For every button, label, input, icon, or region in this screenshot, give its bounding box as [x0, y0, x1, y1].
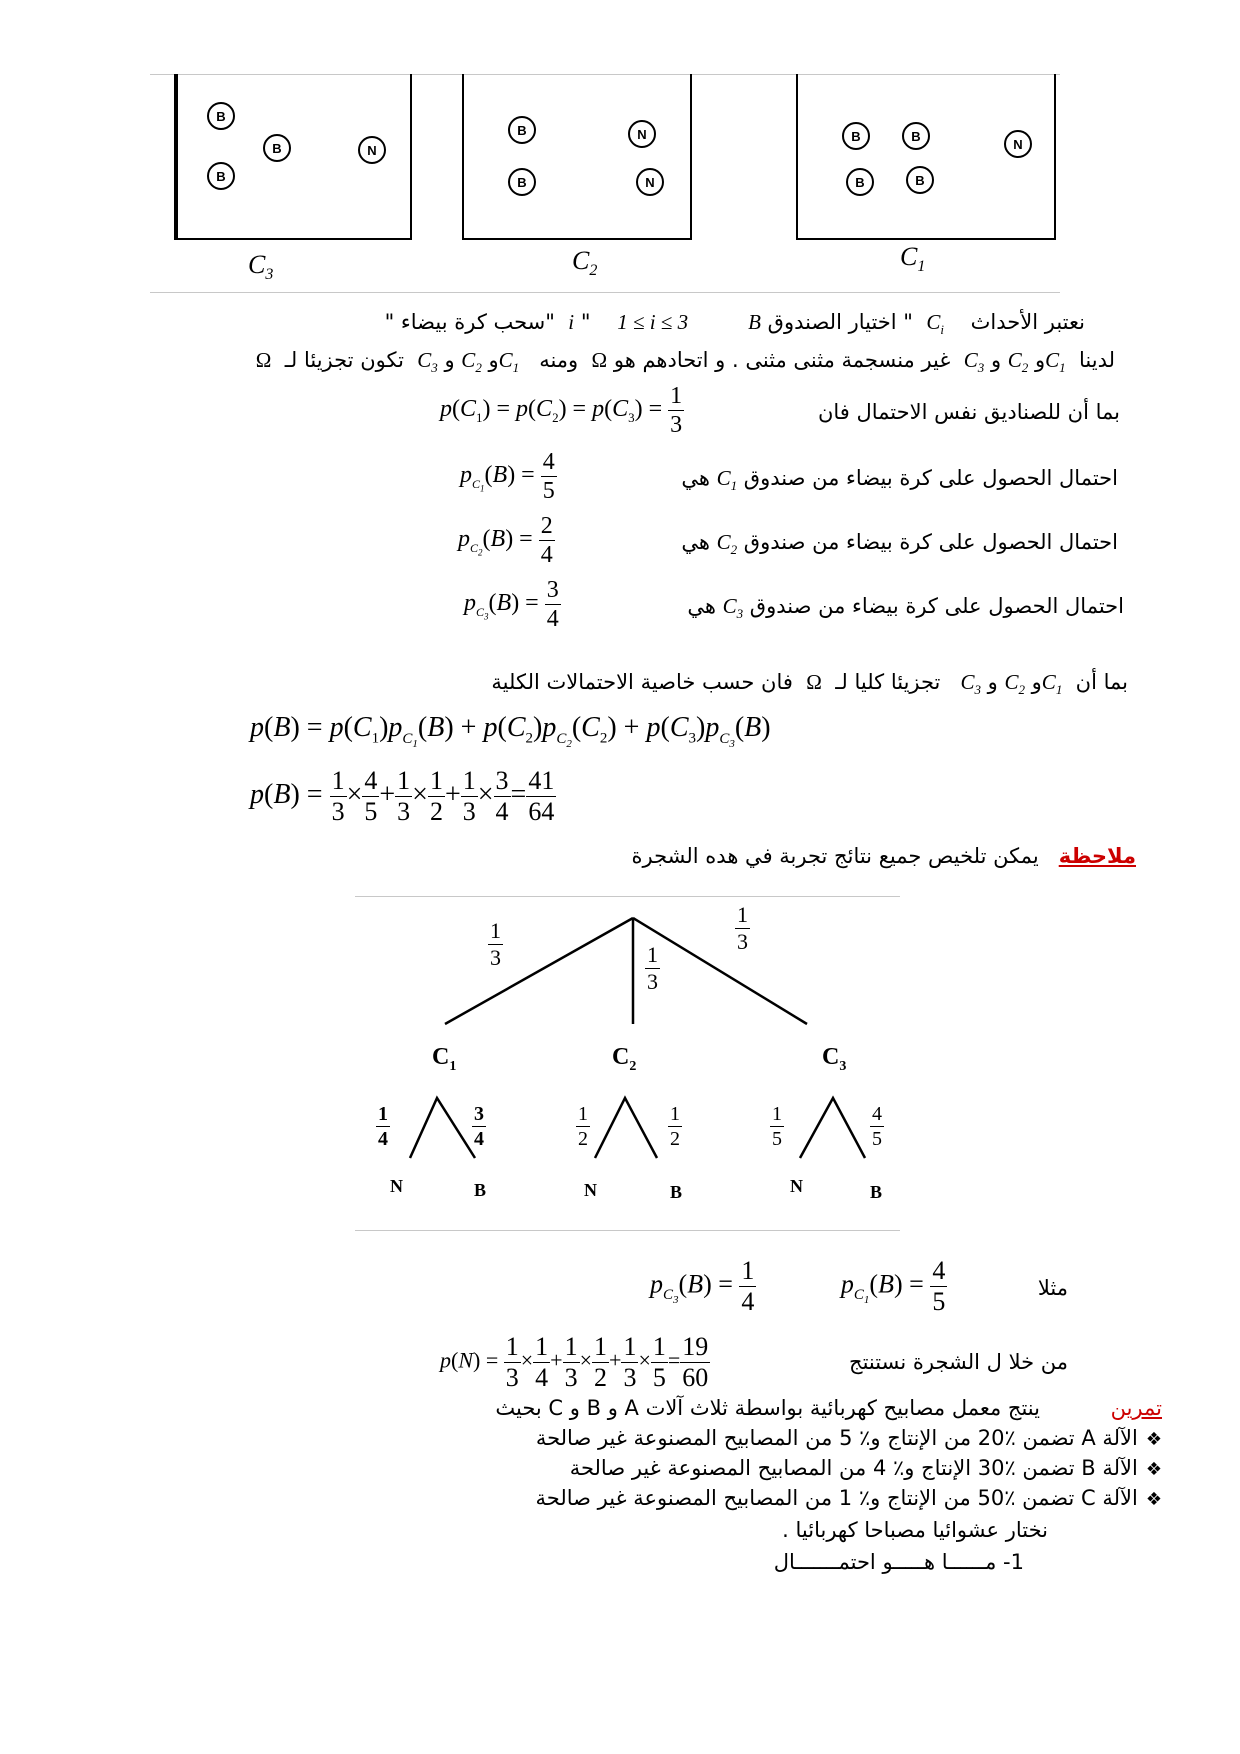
question-1: 1- مــــــا هـــــو احتمـــــــال	[773, 1550, 1024, 1574]
tree-frac-top-2: $\frac{1}{3}$	[647, 942, 658, 994]
tree-leaf-b: B	[474, 1180, 487, 1200]
tree-frac-top-3: $\frac{1}{3}$	[737, 902, 748, 954]
prob-c3-text: احتمال الحصول على كرة بيضاء من صندوق $C_3$ هي	[687, 594, 1124, 622]
bullet-icon: ❖	[1145, 1489, 1162, 1510]
total-prob-text: بما أن $C_1و$ $C_2$ و $C_3$ تجزيئا كليا لـ Ω فان حسب خاصية الاحتمالات الكلية	[491, 670, 1128, 698]
example-word: مثلا	[1037, 1276, 1068, 1300]
total-prob-result: p(B) = $\frac{1}{3}$ × $\frac{4}{5}$ + $\frac{1}{3}$ × $\frac{1}{2}$ + $\frac{1}{3}$ × $\frac{3}{4}$ = $\frac{41}{64}$	[250, 766, 555, 826]
ball-white: B	[906, 166, 934, 194]
tree-leaf-frac: $\frac{1}{2}$	[578, 1103, 588, 1150]
box-c2	[462, 74, 692, 240]
tree-node-c3: $C_3$	[822, 1044, 847, 1074]
tree-leaf-frac: $\frac{1}{2}$	[670, 1103, 680, 1150]
ball-black: N	[358, 136, 386, 164]
choose-text: نختار عشوائيا مصباحا كهربائيا .	[782, 1518, 1048, 1542]
exercise-intro: ينتج معمل مصابيح كهربائية بواسطة ثلاث آلات A و B و C بحيث	[495, 1396, 1040, 1420]
prob-c1-formula: $p_{C_1}(B)$ = $\frac{4}{5}$	[460, 449, 555, 504]
prob-c1-text: احتمال الحصول على كرة بيضاء من صندوق $C_1$ هي	[681, 466, 1118, 494]
ball-white: B	[842, 122, 870, 150]
tree-leaf-n: N	[390, 1176, 403, 1196]
prob-c2-formula: $p_{C_2}(B)$ = $\frac{2}{4}$	[458, 513, 553, 568]
tree-frac-top-1: $\frac{1}{3}$	[490, 918, 501, 970]
ball-white: B	[508, 116, 536, 144]
same-prob-formula: $p(C_1) = p(C_2) = p(C_3)$ = $\frac{1}{3}$	[440, 383, 683, 438]
total-prob-formula: $p(B) = p(C_1)p_{C_1}(B) + p(C_2)p_{C_2}(C_2) + p(C_3)p_{C_3}(B)$	[250, 712, 771, 750]
partition-line: لدينا $C_1و$ $C_2$ و $C_3$ غير منسجمة مثنى مثنى . و اتحادهم هو Ω ومنه $C_1و$ $C_2$ و $C_3$ تكون تجزيئا لـ Ω	[255, 348, 1115, 376]
ball-white: B	[902, 122, 930, 150]
branch-c1	[445, 918, 633, 1024]
box-label-c1: $C_1$	[900, 242, 926, 276]
tree-bottom-rule	[355, 1230, 900, 1231]
example-formulas: $p_{C_3}(B)$ = $\frac{1}{4}$ $p_{C_1}(B)$ = $\frac{4}{5}$	[650, 1256, 946, 1316]
tree-leaf-frac: $\frac{1}{5}$	[772, 1103, 782, 1150]
ball-black: N	[636, 168, 664, 196]
tree-leaf-frac: $\frac{3}{4}$	[474, 1103, 484, 1150]
ball-white: B	[207, 162, 235, 190]
events-line: نعتبر الأحداث $C_i$ " اختيار الصندوق i " 1 ≤ i ≤ 3 B "سحب كرة بيضاء "	[384, 310, 1085, 338]
ball-black: N	[628, 120, 656, 148]
bottom-rule	[150, 292, 1060, 293]
note-line: ملاحظة يمكن تلخيص جميع نتائج تجربة في هده الشجرة	[631, 844, 1136, 868]
machine-a-item: ❖الآلة A تضمن ٪20 من الإنتاج و٪ 5 من المصابيح المصنوعة غير صالحة	[535, 1426, 1162, 1450]
tree-leaf-frac: $\frac{4}{5}$	[872, 1103, 882, 1150]
prob-c3-formula: $p_{C_3}(B)$ = $\frac{3}{4}$	[464, 577, 559, 632]
ball-white: B	[263, 134, 291, 162]
sub-branch-c2	[595, 1098, 657, 1158]
box-label-c2: $C_2$	[572, 246, 598, 280]
bullet-icon: ❖	[1145, 1429, 1162, 1450]
tree-leaf-n: N	[790, 1176, 803, 1196]
ball-white: B	[508, 168, 536, 196]
machine-c-item: ❖الآلة C تضمن ٪50 من الإنتاج و٪ 1 من المصابيح المصنوعة غير صالحة	[535, 1486, 1162, 1510]
ball-white: B	[207, 102, 235, 130]
tree-node-c2: $C_2$	[612, 1044, 637, 1074]
exercise-title: تمرين	[1110, 1396, 1162, 1420]
sub-branch-c1	[410, 1098, 475, 1158]
machine-b-item: ❖الآلة B تضمن ٪30 الإنتاج و٪ 4 من المصابيح المصنوعة غير صالحة	[569, 1456, 1162, 1480]
ball-white: B	[846, 168, 874, 196]
sub-branch-c3	[800, 1098, 865, 1158]
deduce-text: من خلا ل الشجرة نستنتج	[849, 1350, 1068, 1374]
deduce-formula: p(N) = $\frac{1}{3}$ × $\frac{1}{4}$ + $\frac{1}{3}$ × $\frac{1}{2}$ + $\frac{1}{3}$ × $\frac{1}{5}$ = $\frac{19}{60}$	[440, 1332, 709, 1392]
box-label-c3: $C_3$	[248, 250, 274, 284]
ball-black: N	[1004, 130, 1032, 158]
tree-leaf-n: N	[584, 1180, 597, 1200]
tree-leaf-frac: $\frac{1}{4}$	[378, 1103, 388, 1150]
tree-node-c1: $C_1$	[432, 1044, 457, 1074]
note-title: ملاحظة	[1058, 844, 1136, 868]
tree-leaf-b: B	[670, 1182, 683, 1202]
prob-c2-text: احتمال الحصول على كرة بيضاء من صندوق $C_2$ هي	[681, 530, 1118, 558]
same-prob-text: بما أن للصناديق نفس الاحتمال فان	[817, 400, 1120, 424]
tree-leaf-b: B	[870, 1182, 883, 1202]
bullet-icon: ❖	[1145, 1459, 1162, 1480]
